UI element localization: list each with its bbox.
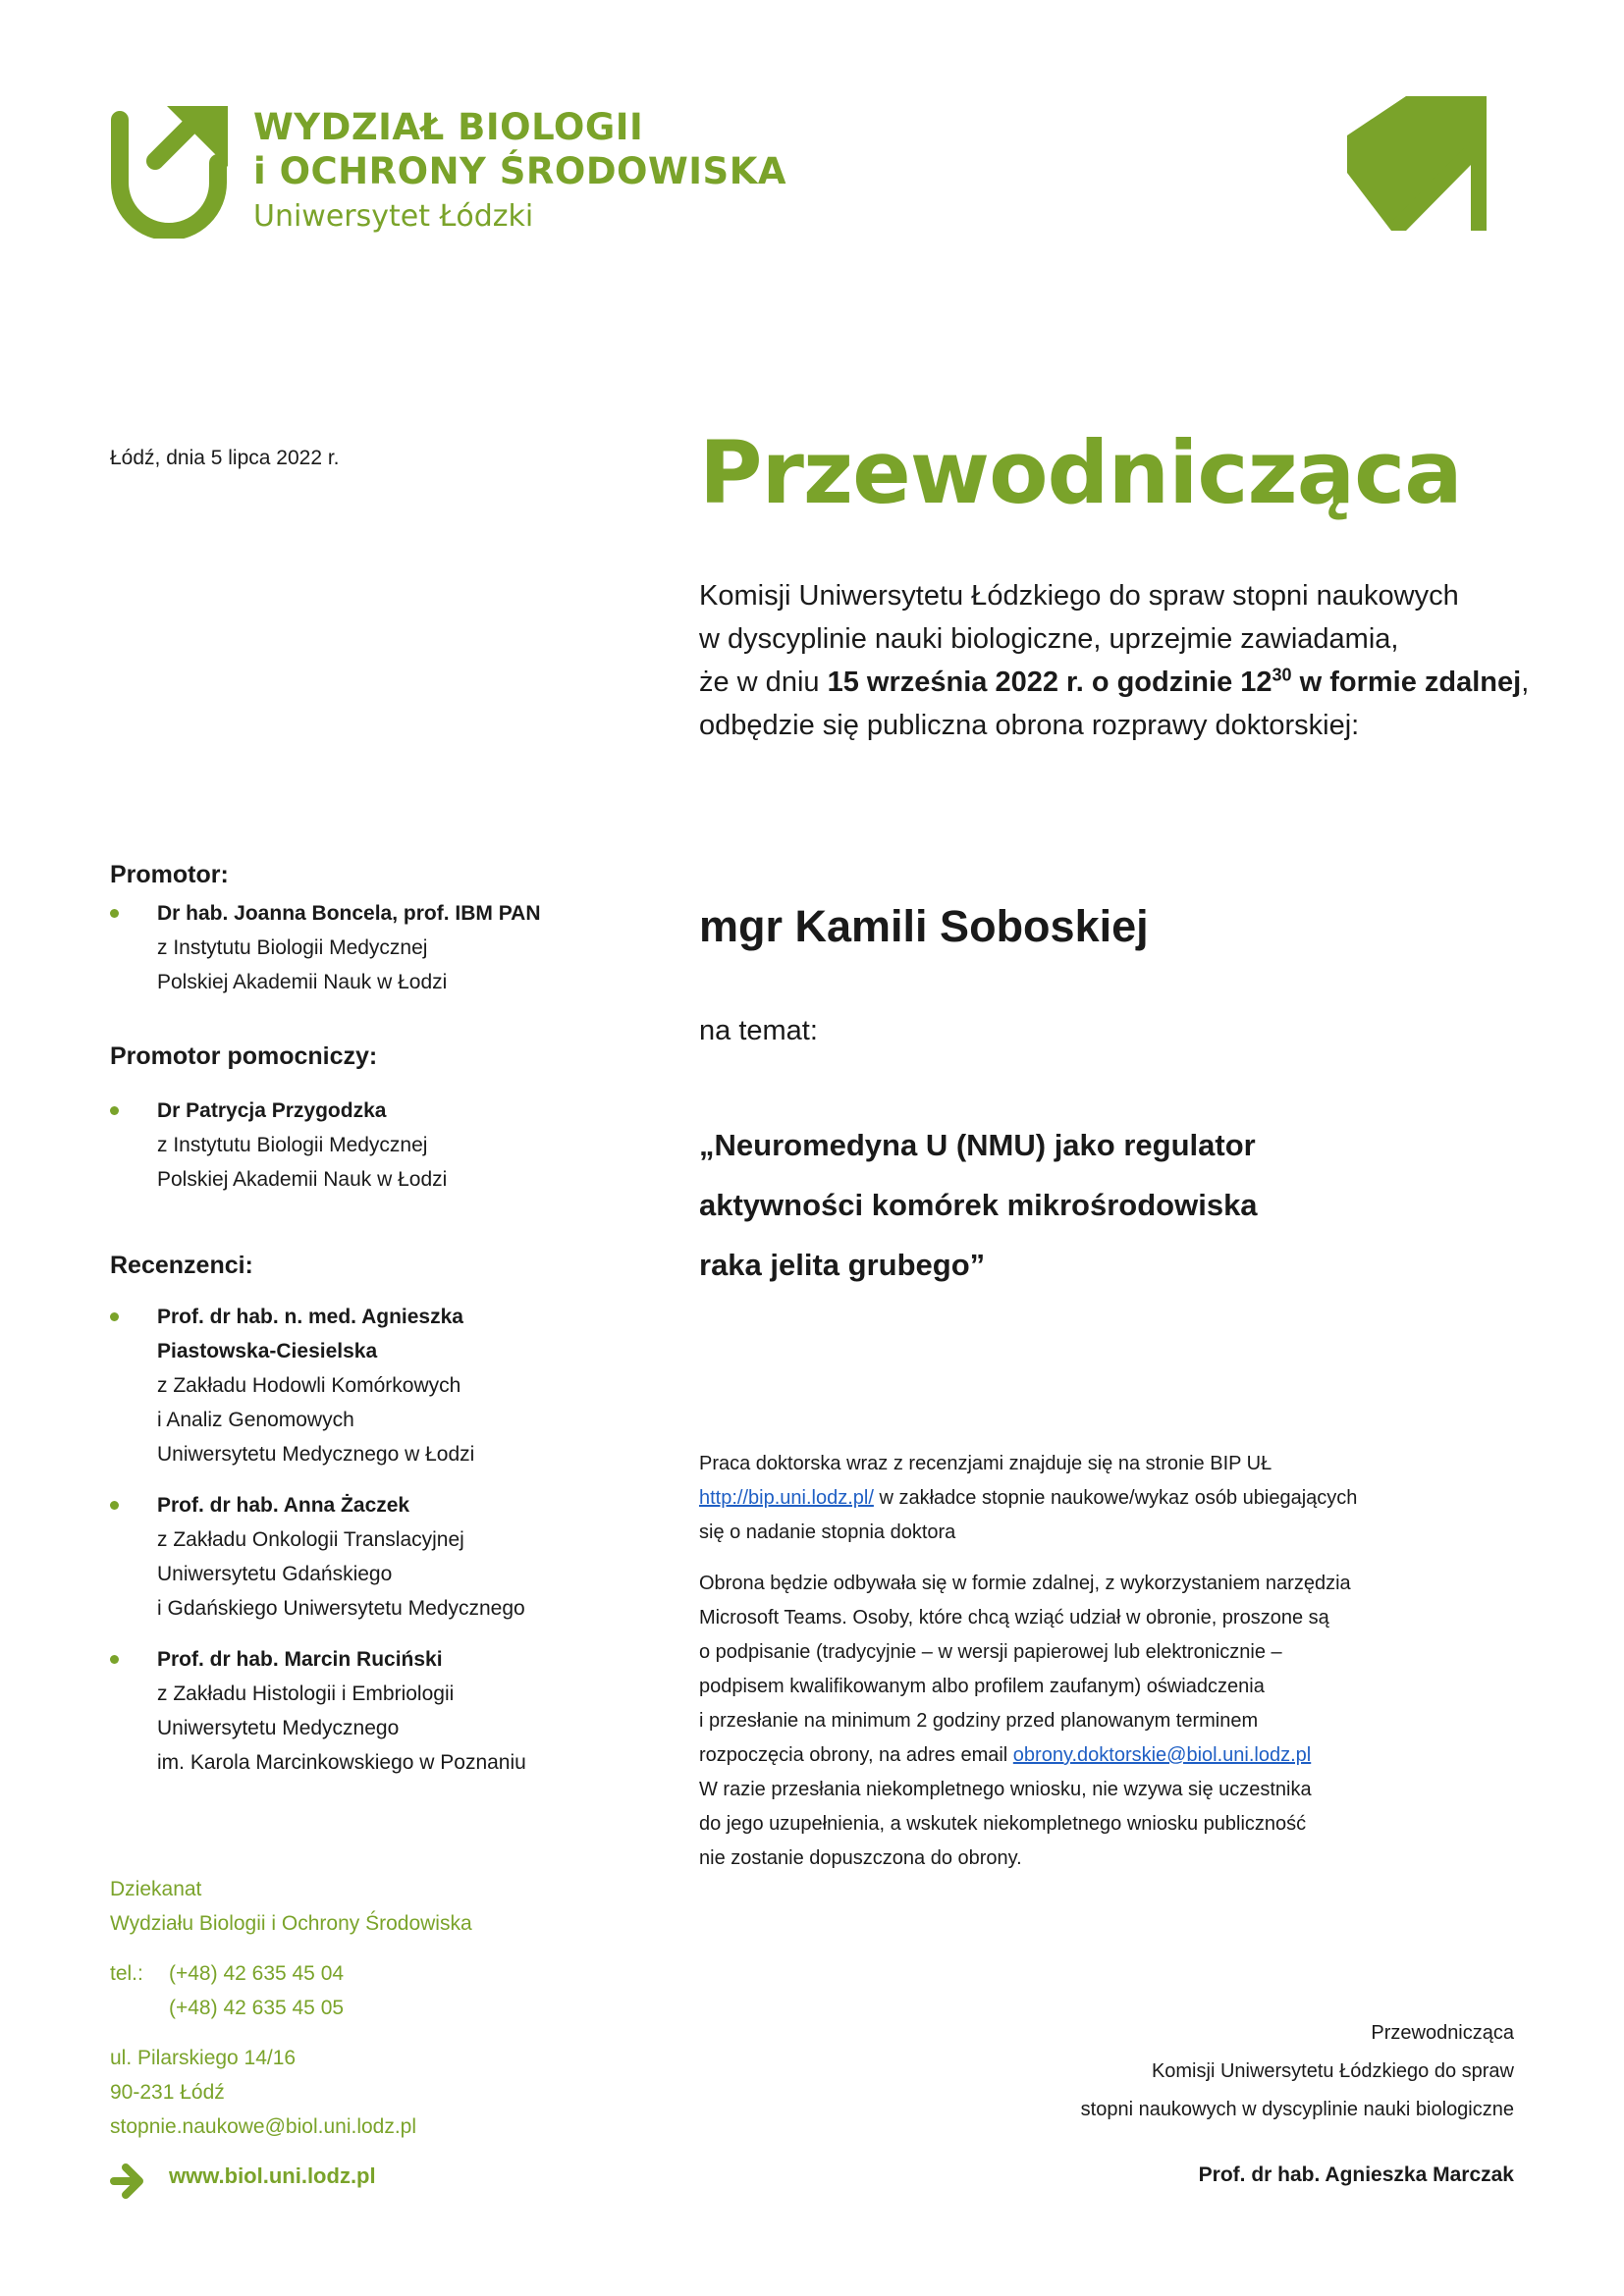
dean-office-faculty: Wydziału Biologii i Ochrony Środowiska	[110, 1912, 472, 1935]
promotor-assist-entry	[110, 1094, 601, 1197]
intro-text: ,	[1521, 667, 1530, 698]
reviewer-entry	[110, 1488, 601, 1626]
document-date: Łódź, dnia 5 lipca 2022 r.	[110, 447, 340, 469]
note-line: do jego uzupełnienia, a wskutek niekompletnego wniosku publiczność	[699, 1813, 1307, 1835]
reviewer-affiliation-line: i Analiz Genomowych	[157, 1409, 354, 1431]
page-title: Przewodnicząca	[699, 422, 1462, 523]
bullet-icon	[110, 909, 119, 918]
defense-email-link[interactable]: obrony.doktorskie@biol.uni.lodz.pl	[1012, 1744, 1312, 1766]
faculty-name-line1: WYDZIAŁ BIOLOGII	[253, 106, 644, 148]
phone-number[interactable]: (+48) 42 635 45 04	[169, 1962, 345, 1985]
promotor-name: Dr hab. Joanna Boncela, prof. IBM PAN	[157, 902, 541, 925]
signer-name: Prof. dr hab. Agnieszka Marczak	[1198, 2163, 1514, 2186]
dean-office-contact	[110, 1872, 621, 2144]
reviewer-affiliation-line: i Gdańskiego Uniwersytetu Medycznego	[157, 1597, 525, 1620]
defense-minutes: 30	[1272, 665, 1292, 685]
thesis-title-line: aktywności komórek mikrośrodowiska	[699, 1188, 1258, 1222]
faculty-name-line2: i OCHRONY ŚRODOWISKA	[253, 150, 787, 192]
announcement-intro	[699, 574, 1583, 747]
promotor-assist-affiliation-line: Polskiej Akademii Nauk w Łodzi	[157, 1168, 448, 1191]
promotor-affiliation-line: z Instytutu Biologii Medycznej	[157, 936, 428, 959]
address-city: 90-231 Łódź	[110, 2081, 225, 2104]
reviewer-name: Prof. dr hab. n. med. Agnieszka	[157, 1306, 463, 1328]
remote-defense-note	[699, 1567, 1583, 1876]
note-text: w zakładce stopnie naukowe/wykaz osób ubiegających	[873, 1487, 1358, 1509]
reviewer-affiliation-line: z Zakładu Histologii i Embriologii	[157, 1682, 455, 1705]
note-line	[699, 1738, 1583, 1773]
topic-label: na temat:	[699, 1015, 818, 1046]
reviewer-name: Piastowska-Ciesielska	[157, 1340, 378, 1362]
university-name: Uniwersytet Łódzki	[253, 199, 534, 234]
phone-label: tel.:	[110, 1962, 143, 1985]
phone-row	[110, 1956, 621, 2025]
defense-date: 15 września 2022 r. o godzinie 12	[827, 667, 1272, 698]
intro-line: odbędzie się publiczna obrona rozprawy doktorskiej:	[699, 710, 1360, 741]
promotor-assist-affiliation-line: z Instytutu Biologii Medycznej	[157, 1134, 428, 1156]
note-line: W razie przesłania niekompletnego wniosku, nie wzywa się uczestnika	[699, 1779, 1312, 1800]
bullet-icon	[110, 1106, 119, 1115]
reviewer-name: Prof. dr hab. Marcin Ruciński	[157, 1648, 443, 1671]
arrow-right-icon	[110, 2162, 145, 2201]
signature-line: stopni naukowych w dyscyplinie nauki biologiczne	[1080, 2099, 1514, 2120]
bullet-icon	[110, 1312, 119, 1321]
note-line: się o nadanie stopnia doktora	[699, 1522, 956, 1543]
reviewer-affiliation-line: Uniwersytetu Gdańskiego	[157, 1563, 393, 1585]
note-line: o podpisanie (tradycyjnie – w wersji papierowej lub elektronicznie –	[699, 1641, 1282, 1663]
note-line: i przesłanie na minimum 2 godziny przed planowanym terminem	[699, 1710, 1259, 1732]
note-text: rozpoczęcia obrony, na adres email	[699, 1744, 1013, 1766]
reviewer-affiliation-line: Uniwersytetu Medycznego w Łodzi	[157, 1443, 475, 1466]
dean-office-name: Dziekanat	[110, 1878, 202, 1900]
note-line: podpisem kwalifikowanym albo profilem zaufanym) oświadczenia	[699, 1676, 1265, 1697]
intro-line: Komisji Uniwersytetu Łódzkiego do spraw stopni naukowych	[699, 580, 1459, 612]
intro-line	[699, 661, 1583, 704]
reviewer-name: Prof. dr hab. Anna Żaczek	[157, 1494, 410, 1517]
note-line: Microsoft Teams. Osoby, które chcą wziąć udział w obronie, proszone są	[699, 1607, 1329, 1629]
address-street: ul. Pilarskiego 14/16	[110, 2047, 297, 2069]
dean-email-link[interactable]: stopnie.naukowe@biol.uni.lodz.pl	[110, 2115, 417, 2138]
arrow-up-right-icon	[1347, 96, 1487, 231]
reviewer-entry	[110, 1300, 601, 1471]
reviewer-affiliation-line: z Zakładu Hodowli Komórkowych	[157, 1374, 461, 1397]
intro-line: w dyscyplinie nauki biologiczne, uprzejmie zawiadamia,	[699, 623, 1399, 655]
reviewers-heading: Recenzenci:	[110, 1252, 253, 1279]
promotor-assist-heading: Promotor pomocniczy:	[110, 1042, 378, 1070]
reviewer-affiliation-line: Uniwersytetu Medycznego	[157, 1717, 400, 1739]
phone-number[interactable]: (+48) 42 635 45 05	[169, 1997, 345, 2019]
reviewer-entry	[110, 1642, 601, 1780]
signature-line: Komisji Uniwersytetu Łódzkiego do spraw	[1151, 2060, 1514, 2082]
intro-text: że w dniu	[699, 667, 828, 698]
thesis-title-line: raka jelita grubego”	[699, 1248, 986, 1282]
reviewer-affiliation-line: im. Karola Marcinkowskiego w Poznaniu	[157, 1751, 526, 1774]
candidate-name: mgr Kamili Soboskiej	[699, 901, 1149, 951]
note-line: Praca doktorska wraz z recenzjami znajduje się na stronie BIP UŁ	[699, 1453, 1272, 1474]
thesis-title-line: „Neuromedyna U (NMU) jako regulator	[699, 1128, 1256, 1162]
promotor-entry	[110, 896, 601, 999]
promotor-affiliation-line: Polskiej Akademii Nauk w Łodzi	[157, 971, 448, 993]
promotor-heading: Promotor:	[110, 861, 229, 888]
faculty-logo-icon	[110, 106, 228, 239]
signature-block	[1081, 2014, 1514, 2129]
note-line	[699, 1481, 1583, 1516]
bullet-icon	[110, 1501, 119, 1510]
website-link[interactable]: www.biol.uni.lodz.pl	[169, 2163, 376, 2188]
promotor-assist-name: Dr Patrycja Przygodzka	[157, 1099, 387, 1122]
thesis-title	[699, 1115, 1563, 1295]
thesis-availability-note	[699, 1447, 1583, 1550]
signature-line: Przewodnicząca	[1371, 2022, 1514, 2044]
defense-mode: w formie zdalnej	[1291, 667, 1522, 698]
bip-link[interactable]: http://bip.uni.lodz.pl/	[699, 1487, 874, 1509]
note-line: Obrona będzie odbywała się w formie zdalnej, z wykorzystaniem narzędzia	[699, 1573, 1351, 1594]
bullet-icon	[110, 1655, 119, 1664]
note-line: nie zostanie dopuszczona do obrony.	[699, 1847, 1022, 1869]
reviewer-affiliation-line: z Zakładu Onkologii Translacyjnej	[157, 1528, 464, 1551]
